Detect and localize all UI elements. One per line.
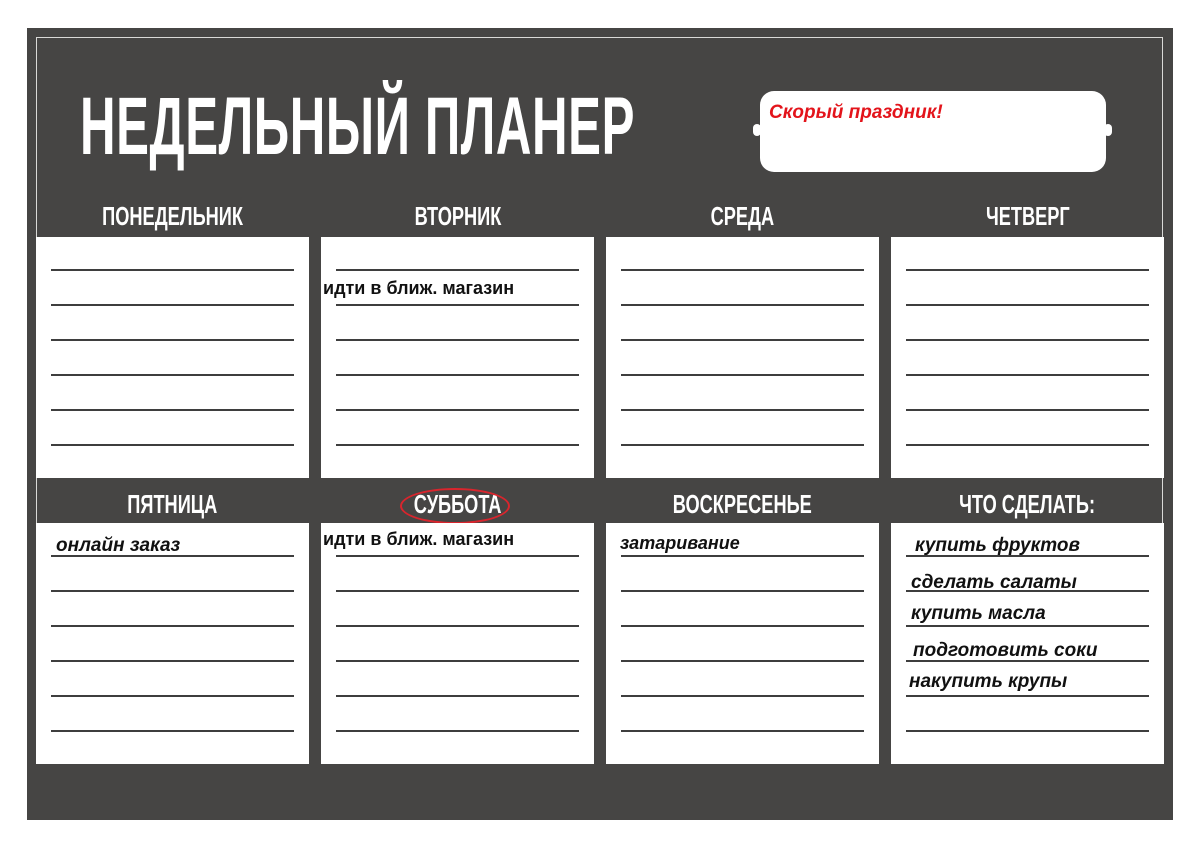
writing-line (51, 590, 294, 592)
entry-text: онлайн заказ (56, 535, 181, 556)
writing-line (906, 304, 1149, 306)
entry-text: идти в ближ. магазин (323, 278, 515, 298)
writing-line (51, 374, 294, 376)
day-title-monday: ПОНЕДЕЛЬНИК (102, 201, 243, 231)
panel-tuesday[interactable] (321, 237, 594, 478)
writing-line (906, 339, 1149, 341)
writing-line (336, 339, 579, 341)
writing-line (51, 304, 294, 306)
writing-line (51, 339, 294, 341)
day-title-saturday: СУББОТА (413, 489, 502, 519)
note-text: Скорый праздник! (769, 102, 943, 123)
note-box-left-tab (753, 124, 761, 136)
writing-line (621, 625, 864, 627)
day-title-friday: ПЯТНИЦА (127, 489, 218, 519)
writing-line (906, 625, 1149, 627)
panel-saturday[interactable] (321, 523, 594, 764)
day-title-wednesday: СРЕДА (710, 201, 775, 231)
writing-line (51, 695, 294, 697)
writing-line (621, 444, 864, 446)
writing-line (906, 695, 1149, 697)
planner-title: НЕДЕЛЬНЫЙ ПЛАНЕР (80, 81, 636, 172)
panel-monday[interactable] (36, 237, 309, 478)
panel-sunday[interactable] (606, 523, 879, 764)
writing-line (621, 374, 864, 376)
day-title-tuesday: ВТОРНИК (414, 201, 501, 231)
writing-line (336, 730, 579, 732)
note-box-right-tab (1104, 124, 1112, 136)
writing-line (621, 730, 864, 732)
writing-line (621, 269, 864, 271)
writing-line (336, 269, 579, 271)
writing-line (336, 555, 579, 557)
writing-line (621, 339, 864, 341)
writing-line (621, 409, 864, 411)
panel-thursday[interactable] (891, 237, 1164, 478)
writing-line (906, 730, 1149, 732)
writing-line (336, 304, 579, 306)
bottom-band (36, 764, 1163, 810)
writing-line (336, 374, 579, 376)
writing-line (51, 409, 294, 411)
entry-text: затаривание (620, 533, 740, 553)
todo-item: накупить крупы (909, 671, 1068, 692)
writing-line (336, 625, 579, 627)
panel-friday[interactable] (36, 523, 309, 764)
todo-item: купить фруктов (915, 535, 1080, 556)
writing-line (906, 269, 1149, 271)
day-title-todo: ЧТО СДЕЛАТЬ: (959, 489, 1096, 519)
writing-line (336, 444, 579, 446)
writing-line (906, 444, 1149, 446)
writing-line (336, 409, 579, 411)
todo-item: купить масла (911, 603, 1046, 624)
writing-line (621, 695, 864, 697)
writing-line (621, 590, 864, 592)
todo-item: подготовить соки (913, 640, 1098, 661)
writing-line (336, 590, 579, 592)
writing-line (621, 555, 864, 557)
writing-line (336, 695, 579, 697)
writing-line (51, 444, 294, 446)
todo-item: сделать салаты (911, 572, 1077, 593)
writing-line (906, 374, 1149, 376)
panel-todo[interactable] (891, 523, 1164, 764)
entry-text: идти в ближ. магазин (323, 529, 515, 549)
writing-line (336, 660, 579, 662)
writing-line (51, 625, 294, 627)
writing-line (51, 660, 294, 662)
day-title-thursday: ЧЕТВЕРГ (985, 201, 1070, 231)
day-title-sunday: ВОСКРЕСЕНЬЕ (672, 489, 813, 519)
writing-line (51, 269, 294, 271)
writing-line (621, 304, 864, 306)
writing-line (621, 660, 864, 662)
writing-line (51, 730, 294, 732)
panel-wednesday[interactable] (606, 237, 879, 478)
writing-line (906, 409, 1149, 411)
